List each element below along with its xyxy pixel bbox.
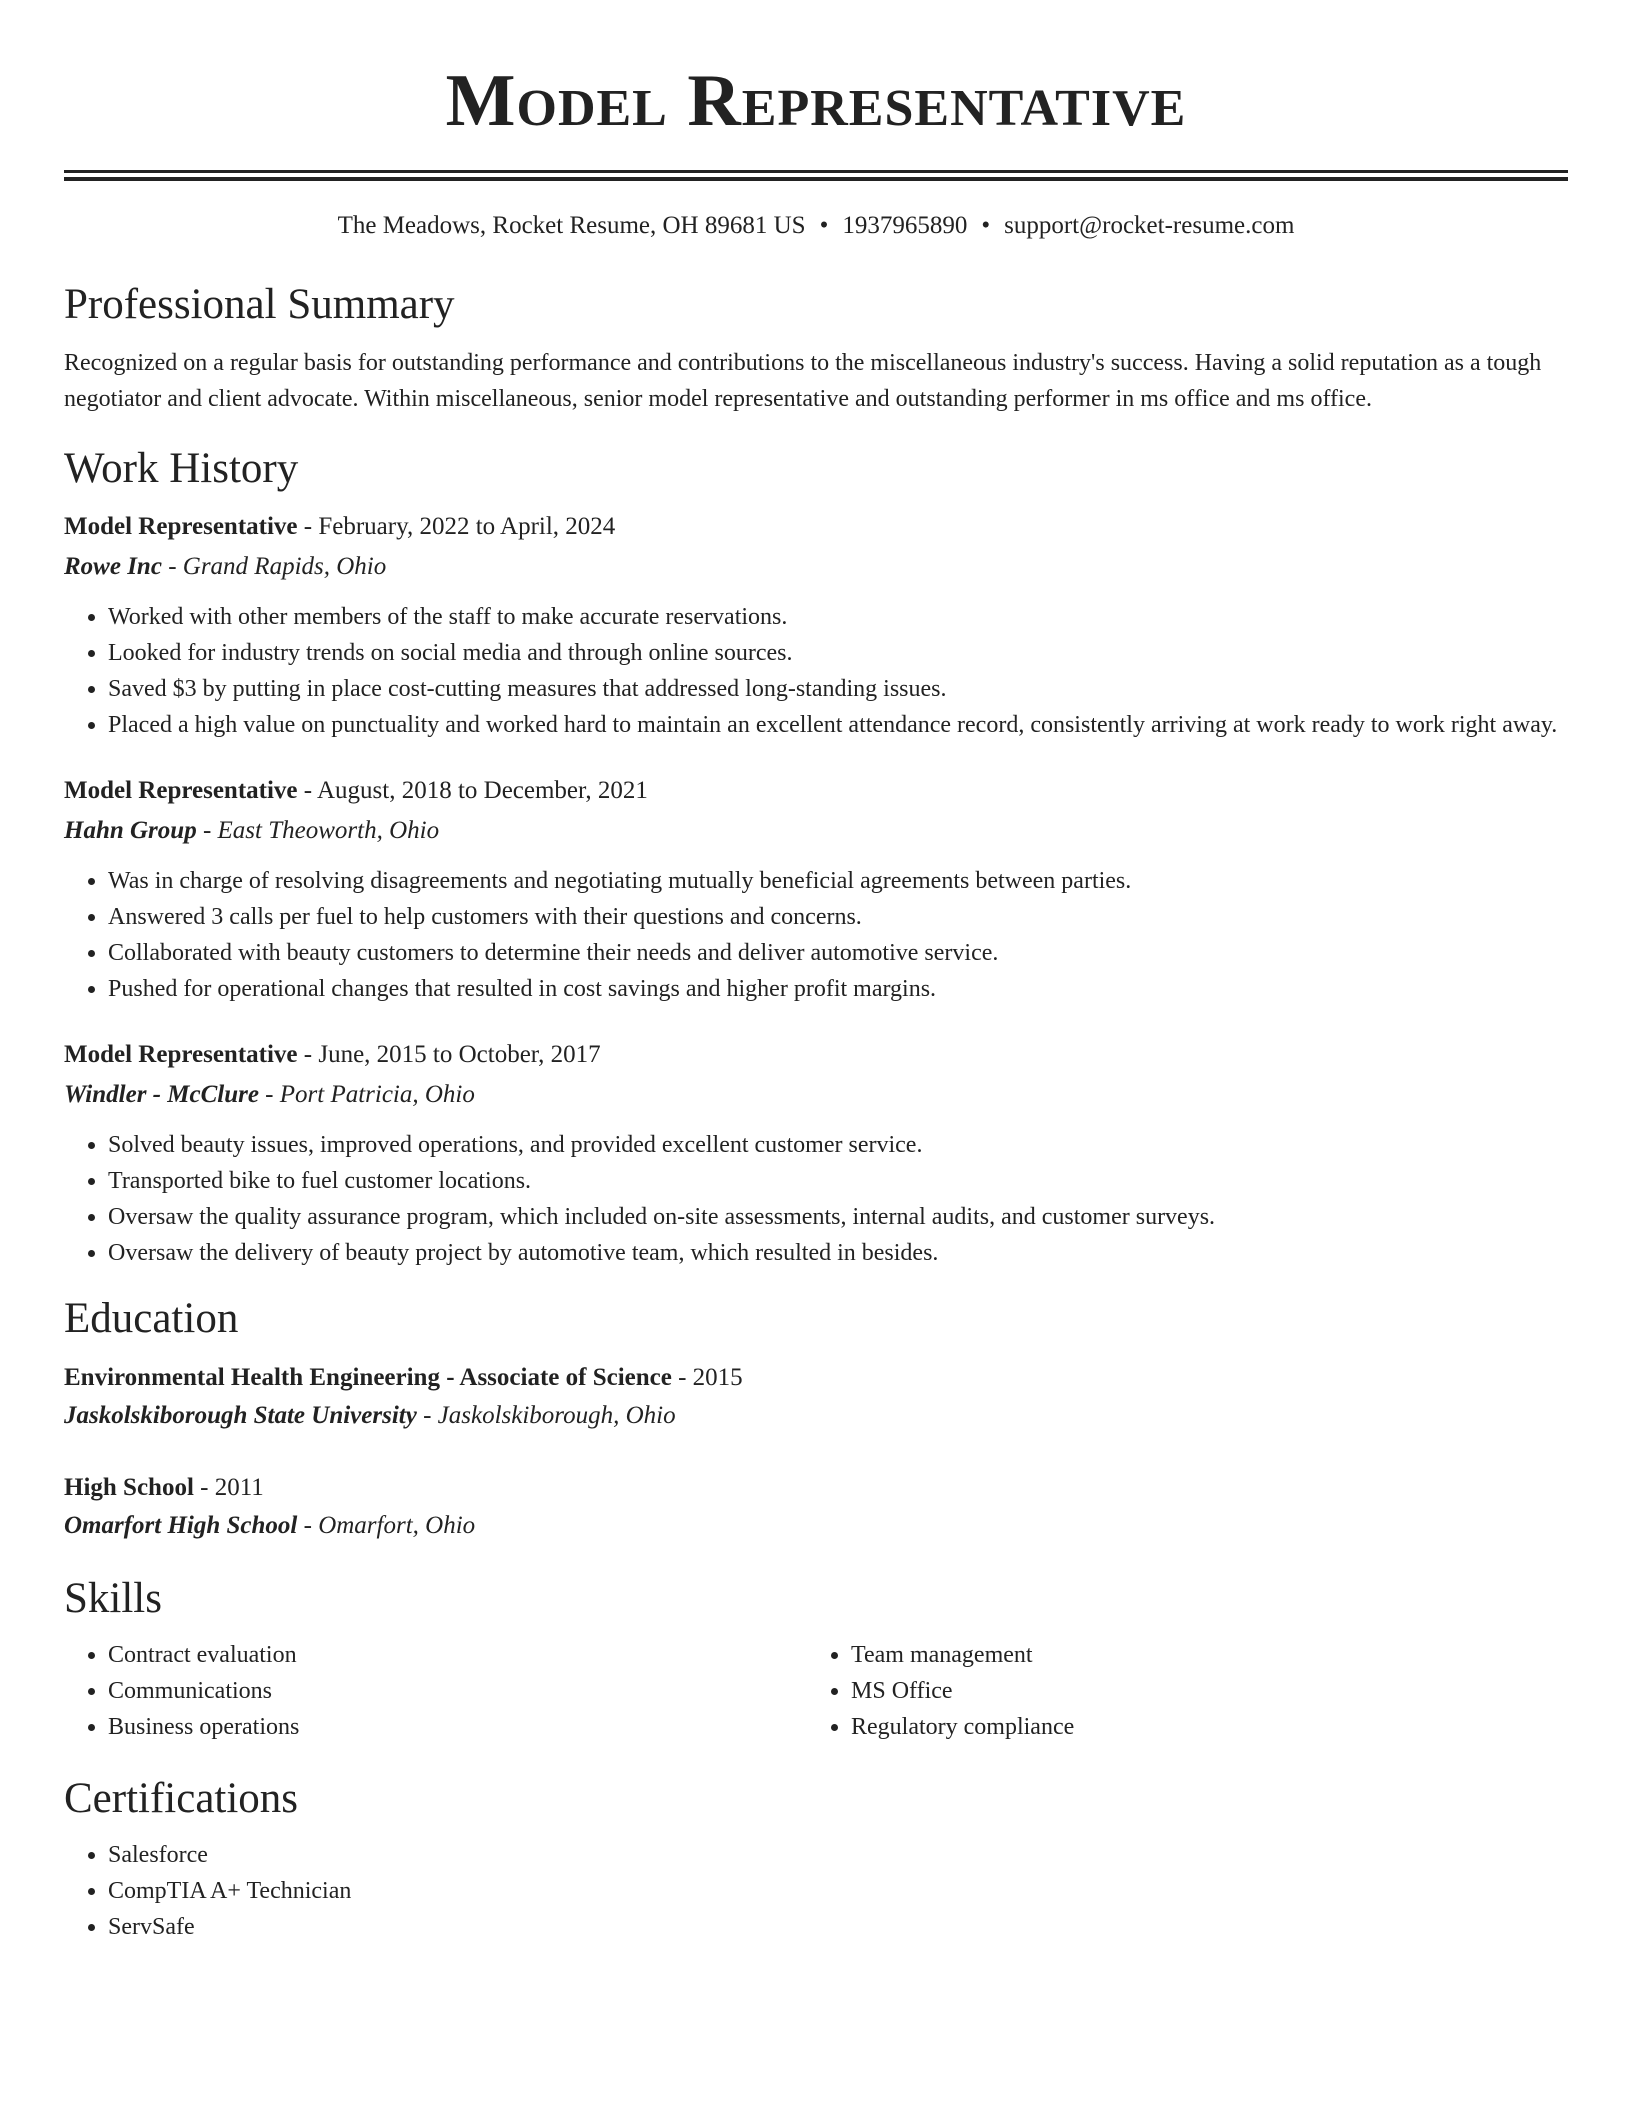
list-item: • Team management	[851, 1637, 1550, 1673]
education-school: Omarfort High School	[64, 1512, 298, 1539]
list-item: • Oversaw the quality assurance program, which included on-site assessments, internal audits, and customer surveys.	[108, 1199, 1568, 1235]
job-employer	[64, 811, 1568, 851]
list-item: • Solved beauty issues, improved operations, and provided excellent customer service.	[108, 1127, 1568, 1163]
job-dates: - June, 2015 to October, 2017	[297, 1041, 601, 1068]
job-location: - Grand Rapids, Ohio	[161, 553, 387, 580]
list-item: • Worked with other members of the staff to make accurate reservations.	[108, 599, 1568, 635]
education-school-line	[64, 1397, 1568, 1435]
job-header	[64, 1035, 1568, 1075]
list-item: • ServSafe	[108, 1909, 1568, 1945]
job-company: Windler - McClure	[64, 1081, 259, 1108]
list-item: • Oversaw the delivery of beauty project by automotive team, which resulted in besides.	[108, 1235, 1568, 1271]
contact-line	[64, 209, 1568, 243]
contact-separator: •	[819, 212, 829, 239]
job-location: - East Theoworth, Ohio	[196, 817, 440, 844]
job-duties	[64, 1127, 1568, 1271]
job-dates: - August, 2018 to December, 2021	[297, 777, 648, 804]
work-history-heading: Work History	[64, 445, 299, 492]
job-header	[64, 507, 1568, 547]
list-item: • Pushed for operational changes that resulted in cost savings and higher profit margins.	[108, 971, 1568, 1007]
summary-heading: Professional Summary	[64, 281, 455, 328]
job-company: Rowe Inc	[64, 553, 162, 580]
list-item: • Was in charge of resolving disagreements and negotiating mutually beneficial agreements between parties.	[108, 863, 1568, 899]
education-school-line	[64, 1507, 1568, 1545]
list-item: • Contract evaluation	[108, 1637, 807, 1673]
job-entry	[64, 507, 1568, 743]
summary-text: Recognized on a regular basis for outstanding performance and contributions to the miscellaneous industry's success. Having a solid reputation as a tough negotiator and client advocate. Within miscellaneous, senior model representative and outstanding performer in ms office and ms office.	[64, 350, 1542, 412]
job-entry	[64, 771, 1568, 1007]
education-year: - 2015	[671, 1364, 743, 1391]
job-role: Model Representative	[64, 1041, 298, 1068]
list-item: • Communications	[108, 1673, 807, 1709]
education-degree-line	[64, 1359, 1568, 1397]
list-item: • Salesforce	[108, 1837, 1568, 1873]
list-item: • Saved $3 by putting in place cost-cutting measures that addressed long-standing issues.	[108, 671, 1568, 707]
skills-heading: Skills	[64, 1575, 162, 1622]
contact-separator: •	[981, 212, 991, 239]
education-location: - Omarfort, Ohio	[297, 1512, 476, 1539]
education-entry	[64, 1359, 1568, 1435]
resume-name: Model Representative	[445, 60, 1187, 142]
job-duties	[64, 863, 1568, 1007]
header-divider	[64, 170, 1568, 181]
skills-column-left	[64, 1637, 807, 1745]
skills-column-right	[807, 1637, 1550, 1745]
education-degree: High School	[64, 1474, 194, 1501]
job-employer	[64, 1075, 1568, 1115]
job-role: Model Representative	[64, 777, 298, 804]
list-item: • CompTIA A+ Technician	[108, 1873, 1568, 1909]
job-entry	[64, 1035, 1568, 1271]
contact-address: The Meadows, Rocket Resume, OH 89681 US	[337, 212, 806, 239]
education-degree-line	[64, 1469, 1568, 1507]
education-entry	[64, 1469, 1568, 1545]
list-item: • Placed a high value on punctuality and worked hard to maintain an excellent attendance record, consistently arriving at work ready to work right away.	[108, 707, 1568, 743]
job-location: - Port Patricia, Ohio	[258, 1081, 475, 1108]
skills-grid	[64, 1637, 1568, 1745]
list-item: • Collaborated with beauty customers to determine their needs and deliver automotive service.	[108, 935, 1568, 971]
education-location: - Jaskolskiborough, Ohio	[416, 1402, 676, 1429]
job-role: Model Representative	[64, 513, 298, 540]
contact-phone: 1937965890	[842, 212, 968, 239]
job-dates: - February, 2022 to April, 2024	[297, 513, 616, 540]
certifications-heading: Certifications	[64, 1775, 299, 1822]
education-heading: Education	[64, 1295, 239, 1342]
list-item: • Looked for industry trends on social media and through online sources.	[108, 635, 1568, 671]
list-item: • Transported bike to fuel customer locations.	[108, 1163, 1568, 1199]
list-item: • Answered 3 calls per fuel to help customers with their questions and concerns.	[108, 899, 1568, 935]
list-item: • MS Office	[851, 1673, 1550, 1709]
education-year: - 2011	[193, 1474, 264, 1501]
job-employer	[64, 547, 1568, 587]
list-item: • Regulatory compliance	[851, 1709, 1550, 1745]
job-header	[64, 771, 1568, 811]
job-company: Hahn Group	[64, 817, 197, 844]
education-degree: Environmental Health Engineering - Associate of Science	[64, 1364, 672, 1391]
contact-email: support@rocket-resume.com	[1004, 212, 1295, 239]
job-duties	[64, 599, 1568, 743]
education-school: Jaskolskiborough State University	[64, 1402, 417, 1429]
certifications-list	[64, 1837, 1568, 1945]
list-item: • Business operations	[108, 1709, 807, 1745]
